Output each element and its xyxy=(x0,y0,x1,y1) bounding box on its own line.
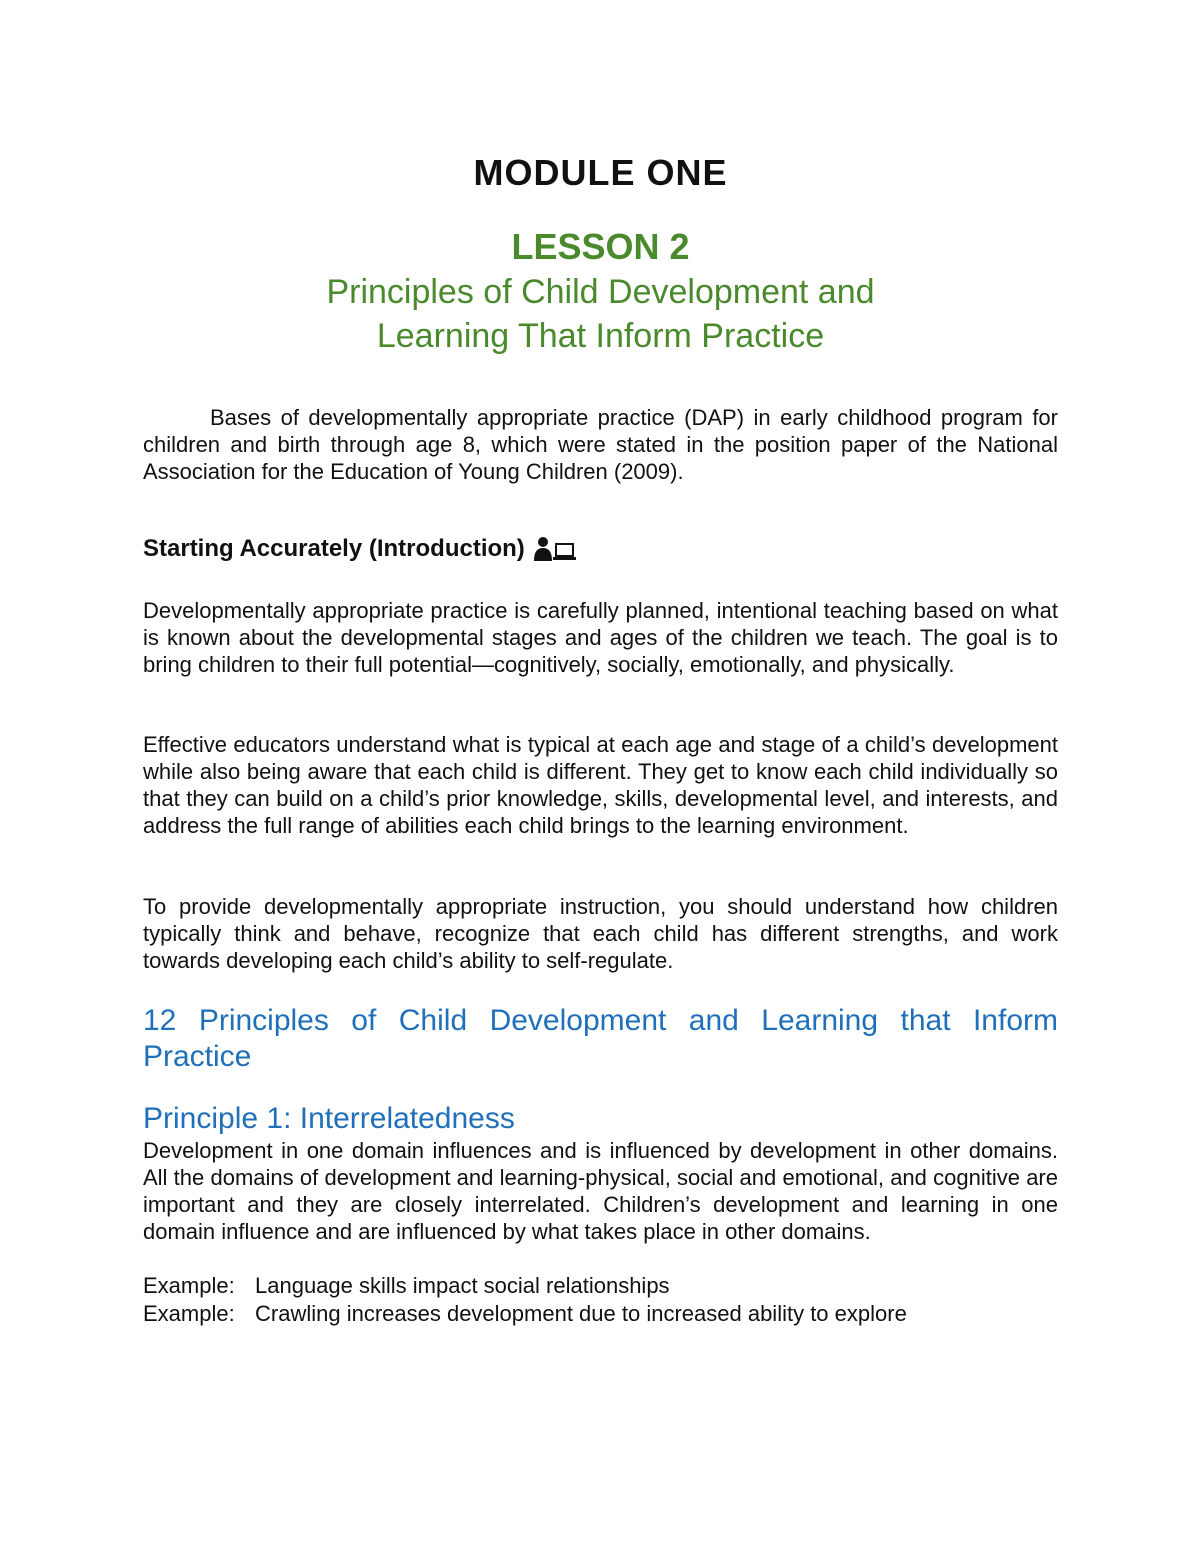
section-paragraph: Effective educators understand what is typical at each age and stage of a child’s development while also being aware that each child is different. They get to know each child individually so that they can build on a child’s prior knowledge, skills, developmental level, and interests, and address the full range of abilities each child brings to the learning environment. xyxy=(143,732,1058,838)
example-text: Language skills impact social relationships xyxy=(255,1273,670,1298)
section-heading xyxy=(143,535,579,563)
section-heading-text: Starting Accurately (Introduction) xyxy=(143,535,525,562)
example-text: Crawling increases development due to increased ability to explore xyxy=(255,1301,907,1326)
example-label: Example: xyxy=(143,1301,235,1326)
principles-heading: 12 Principles of Child Development and Learning that Inform Practice xyxy=(143,1004,1058,1073)
example-item xyxy=(143,1300,1058,1328)
section-paragraph: To provide developmentally appropriate instruction, you should understand how children typically think and behave, recognize that each child has different strengths, and work towards developing each child’s ability to self-regulate. xyxy=(143,894,1058,973)
example-label: Example: xyxy=(143,1273,235,1298)
person-at-laptop-icon xyxy=(533,536,579,562)
example-item xyxy=(143,1272,1058,1300)
section-paragraph: Developmentally appropriate practice is carefully planned, intentional teaching based on what is known about the developmental stages and ages of the children we teach. The goal is to bring children to their full potential—cognitively, socially, emotionally, and physically. xyxy=(143,598,1058,677)
lesson-number: LESSON 2 xyxy=(511,226,690,267)
examples-list xyxy=(143,1272,1058,1328)
lesson-header xyxy=(143,224,1058,358)
principle-1-heading: Principle 1: Interrelatedness xyxy=(143,1102,515,1135)
principle-1-body: Development in one domain influences and is influenced by development in other domains. All the domains of development and learning-physical, social and emotional, and cognitive are important and they are closely interrelated. Children’s development and learning in one domain influence and are influenced by what takes place in other domains. xyxy=(143,1138,1058,1244)
lesson-title-line-1: Principles of Child Development and xyxy=(326,273,875,311)
lesson-title-line-2: Learning That Inform Practice xyxy=(376,317,825,355)
intro-paragraph: Bases of developmentally appropriate practice (DAP) in early childhood program for children and birth through age 8, which were stated in the position paper of the National Association for the Education of Young Children (2009). xyxy=(143,405,1058,484)
module-title: MODULE ONE xyxy=(473,152,728,193)
